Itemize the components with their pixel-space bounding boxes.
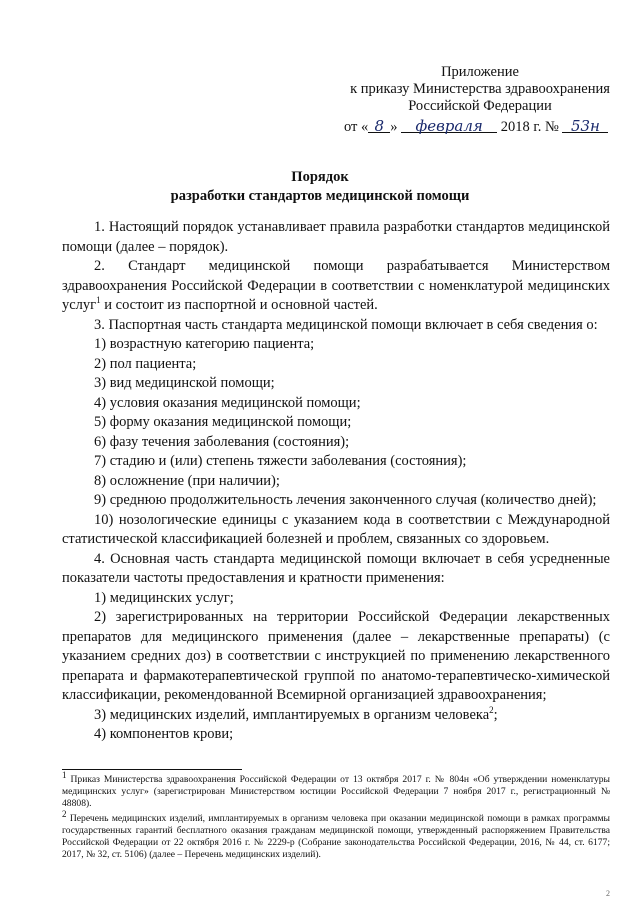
document-body <box>62 218 610 745</box>
list-item: 1) медицинских услуг; <box>94 589 234 606</box>
list-item-9: 9) среднюю продолжительность лечения законченного случая (количество дней); <box>94 492 597 508</box>
ministry-country: Российской Федерации <box>408 98 552 114</box>
list-item: 5) форму оказания медицинской помощи; <box>94 414 352 430</box>
doc-subtitle: разработки стандартов медицинской помощи <box>170 188 470 204</box>
footnote-2 <box>62 808 610 862</box>
footnote-ref-1: 1 <box>96 295 101 306</box>
list-item: 1) возрастную категорию пациента; <box>94 336 315 352</box>
order-number-blank <box>562 117 608 133</box>
paragraph-3: 3. Паспортная часть стандарта медицинской помощи включает в себя сведения о: <box>94 316 598 333</box>
order-date-prefix: от « <box>344 119 369 135</box>
paragraph-4-item-3 <box>62 706 610 726</box>
order-date-mid: » <box>390 119 398 135</box>
paragraph-2-tail: и состоит из паспортной и основной частей. <box>100 297 378 313</box>
footnote-divider <box>62 769 242 770</box>
order-day: 8 <box>374 117 385 135</box>
paragraph-2 <box>62 257 610 316</box>
order-day-blank <box>368 117 390 133</box>
appendix-header <box>330 64 630 115</box>
list-item: 7) стадию и (или) степень тяжести заболевания (состояния); <box>94 453 467 469</box>
page-number: 2 <box>606 889 610 898</box>
list-item-10: 10) нозологические единицы с указанием кода в соответствии с Международной статистической классификацией болезней и проблем, связанных со здоровьем. <box>62 511 610 547</box>
footnote-1-text: Приказ Министерства здравоохранения Российской Федерации от 13 октября 2017 г. № 804н «Об утверждении номенклатуры медицинских услуг» (зарегистрирован Министерством юстиции Российской Федерации 7 ноября 2017 г., регистрационный № 48808). <box>62 774 610 810</box>
list-item: 2) пол пациента; <box>94 355 197 372</box>
paragraph-2-text: 2. Стандарт медицинской помощи разрабатывается Министерством здравоохранения Российской Федерации в соответствии с номенклатурой медицинских услуг <box>62 258 610 313</box>
order-month-blank <box>401 117 497 133</box>
order-month: февраля <box>415 117 483 135</box>
footnote-2-text: Перечень медицинских изделий, имплантируемых в организм человека при оказании медицинской помощи в рамках программы государственных гарантий бесплатного оказания гражданам медицинской помощи, утвержденный распоряжением Правительства Российской Федерации от 22 октября 2016 г. № 2229-р (Собрание законодательства Российской Федерации, 2016, № 44, ст. 6177; 2017, № 32, ст. 5106) (далее – Перечень медицинских изделий). <box>62 812 610 861</box>
appendix-label: Приложение <box>441 64 519 80</box>
item-3-text: 3) медицинских изделий, имплантируемых в организм человека <box>94 706 490 723</box>
paragraph-4: 4. Основная часть стандарта медицинской помощи включает в себя усредненные показатели частоты предоставления и кратности применения: <box>62 550 610 586</box>
footnote-1-mark: 1 <box>62 769 67 780</box>
paragraph-4-item-2: 2) зарегистрированных на территории Российской Федерации лекарственных препаратов для медицинского применения (далее – лекарственные препараты) (с указанием средних доз) в соответствии с инструкцией по применению лекарственного препарата и фармакотерапевтической группой по анатомо-терапевтическо-химической классификации, рекомендованной Всемирной организацией здравоохранения; <box>62 609 610 703</box>
footnote-2-mark: 2 <box>62 808 67 819</box>
footnote-1 <box>62 769 610 811</box>
footnotes <box>62 769 610 863</box>
list-item: 8) осложнение (при наличии); <box>94 472 280 489</box>
list-item: 4) компонентов крови; <box>94 726 234 742</box>
footnote-ref-2: 2 <box>489 704 494 715</box>
item-3-tail: ; <box>493 706 498 723</box>
order-date-line <box>344 117 634 136</box>
list-item: 3) вид медицинской помощи; <box>94 375 275 391</box>
order-reference: к приказу Министерства здравоохранения <box>350 81 610 97</box>
list-item: 4) условия оказания медицинской помощи; <box>94 394 361 411</box>
list-item: 6) фазу течения заболевания (состояния); <box>94 433 350 450</box>
order-year: 2018 г. № <box>500 119 559 135</box>
order-number: 53н <box>570 117 600 135</box>
paragraph-1: 1. Настоящий порядок устанавливает правила разработки стандартов медицинской помощи (далее – порядок). <box>62 219 610 255</box>
doc-title: Порядок <box>291 169 349 185</box>
